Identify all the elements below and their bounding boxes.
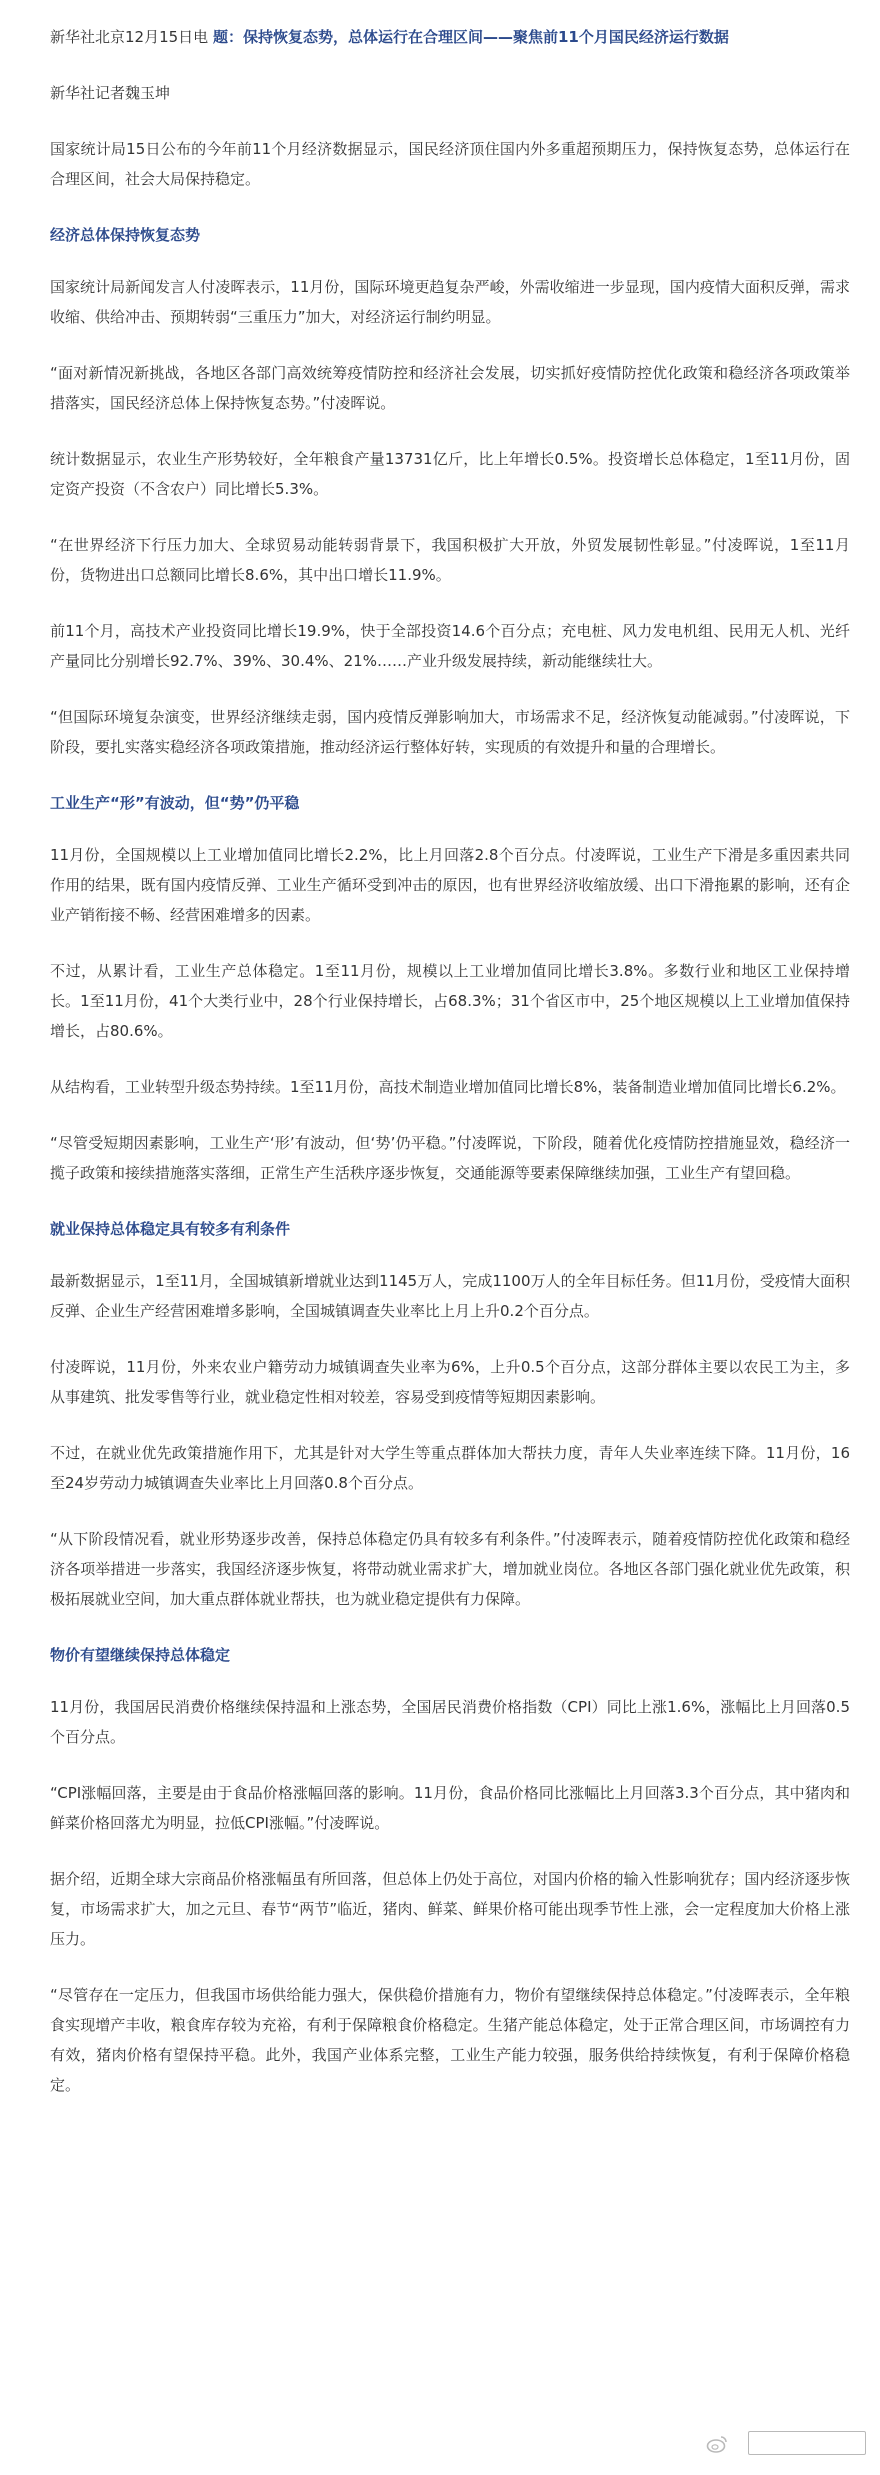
section-heading: 物价有望继续保持总体稳定 — [50, 1646, 231, 1664]
paragraph: 国家统计局15日公布的今年前11个月经济数据显示，国民经济顶住国内外多重超预期压力，保持恢复态势，总体运行在合理区间，社会大局保持稳定。 — [50, 140, 850, 188]
paragraph: 据介绍，近期全球大宗商品价格涨幅虽有所回落，但总体上仍处于高位，对国内价格的输入性影响犹存；国内经济逐步恢复，市场需求扩大，加之元旦、春节“两节”临近，猪肉、鲜菜、鲜果价格可能出现季节性上涨，会一定程度加大价格上涨压力。 — [50, 1870, 850, 1948]
watermark — [706, 2427, 866, 2461]
paragraph: 国家统计局新闻发言人付凌晖表示，11月份，国际环境更趋复杂严峻，外需收缩进一步显现，国内疫情大面积反弹，需求收缩、供给冲击、预期转弱“三重压力”加大，对经济运行制约明显。 — [50, 278, 850, 326]
section-heading: 就业保持总体稳定具有较多有利条件 — [50, 1220, 291, 1238]
article-title: 保持恢复态势，总体运行在合理区间——聚焦前11个月国民经济运行数据 — [242, 28, 729, 46]
article-body — [50, 22, 850, 2126]
paragraph: 11月份，全国规模以上工业增加值同比增长2.2%，比上月回落2.8个百分点。付凌晖说，工业生产下滑是多重因素共同作用的结果，既有国内疫情反弹、工业生产循环受到冲击的原因，也有世界经济收缩放缓、出口下滑拖累的影响，还有企业产销衔接不畅、经营困难增多的因素。 — [50, 846, 850, 924]
title-prefix: 题： — [212, 28, 243, 46]
paragraph: “尽管存在一定压力，但我国市场供给能力强大，保供稳价措施有力，物价有望继续保持总体稳定。”付凌晖表示，全年粮食实现增产丰收，粮食库存较为充裕，有利于保障粮食价格稳定。生猪产能总体稳定，处于正常合理区间，市场调控有力有效，猪肉价格有望保持平稳。此外，我国产业体系完整，工业生产能力较强，服务供给持续恢复，有利于保障价格稳定。 — [50, 1986, 850, 2094]
article-lead — [50, 22, 850, 52]
paragraph: “但国际环境复杂演变，世界经济继续走弱，国内疫情反弹影响加大，市场需求不足，经济恢复动能减弱。”付凌晖说，下阶段，要扎实落实稳经济各项政策措施，推动经济运行整体好转，实现质的有效提升和量的合理增长。 — [50, 708, 850, 756]
paragraph: “从下阶段情况看，就业形势逐步改善，保持总体稳定仍具有较多有利条件。”付凌晖表示，随着疫情防控优化政策和稳经济各项举措进一步落实，我国经济逐步恢复，将带动就业需求扩大，增加就业岗位。各地区各部门强化就业优先政策，积极拓展就业空间，加大重点群体就业帮扶，也为就业稳定提供有力保障。 — [50, 1530, 850, 1608]
section-heading: 工业生产“形”有波动，但“势”仍平稳 — [50, 794, 300, 812]
paragraph: 不过，在就业优先政策措施作用下，尤其是针对大学生等重点群体加大帮扶力度，青年人失业率连续下降。11月份，16至24岁劳动力城镇调查失业率比上月回落0.8个百分点。 — [50, 1444, 850, 1492]
paragraph: “尽管受短期因素影响，工业生产‘形’有波动，但‘势’仍平稳。”付凌晖说，下阶段，随着优化疫情防控措施显效，稳经济一揽子政策和接续措施落实落细，正常生产生活秩序逐步恢复，交通能源等要素保障继续加强，工业生产有望回稳。 — [50, 1134, 850, 1182]
paragraph: 不过，从累计看，工业生产总体稳定。1至11月份，规模以上工业增加值同比增长3.8%。多数行业和地区工业保持增长。1至11月份，41个大类行业中，28个行业保持增长，占68.3%；31个省区市中，25个地区规模以上工业增加值保持增长，占80.6%。 — [50, 962, 850, 1040]
paragraph: “在世界经济下行压力加大、全球贸易动能转弱背景下，我国积极扩大开放，外贸发展韧性彰显。”付凌晖说，1至11月份，货物进出口总额同比增长8.6%，其中出口增长11.9%。 — [50, 536, 850, 584]
paragraph: 最新数据显示，1至11月，全国城镇新增就业达到1145万人，完成1100万人的全年目标任务。但11月份，受疫情大面积反弹、企业生产经营困难增多影响，全国城镇调查失业率比上月上升0.2个百分点。 — [50, 1272, 850, 1320]
dateline: 新华社北京12月15日电 — [50, 28, 209, 46]
weibo-logo-icon — [706, 2434, 728, 2454]
watermark-box — [748, 2431, 866, 2455]
paragraph: 从结构看，工业转型升级态势持续。1至11月份，高技术制造业增加值同比增长8%，装备制造业增加值同比增长6.2%。 — [50, 1078, 846, 1096]
paragraph: 付凌晖说，11月份，外来农业户籍劳动力城镇调查失业率为6%，上升0.5个百分点，这部分群体主要以农民工为主，多从事建筑、批发零售等行业，就业稳定性相对较差，容易受到疫情等短期因素影响。 — [50, 1358, 850, 1406]
section-heading: 经济总体保持恢复态势 — [50, 226, 201, 244]
paragraph: 11月份，我国居民消费价格继续保持温和上涨态势，全国居民消费价格指数（CPI）同比上涨1.6%，涨幅比上月回落0.5个百分点。 — [50, 1698, 850, 1746]
paragraph: 统计数据显示，农业生产形势较好，全年粮食产量13731亿斤，比上年增长0.5%。投资增长总体稳定，1至11月份，固定资产投资（不含农户）同比增长5.3%。 — [50, 450, 850, 498]
paragraph: “面对新情况新挑战，各地区各部门高效统筹疫情防控和经济社会发展，切实抓好疫情防控优化政策和稳经济各项政策举措落实，国民经济总体上保持恢复态势。”付凌晖说。 — [50, 364, 850, 412]
article-content — [50, 134, 850, 2100]
paragraph: “CPI涨幅回落，主要是由于食品价格涨幅回落的影响。11月份，食品价格同比涨幅比上月回落3.3个百分点，其中猪肉和鲜菜价格回落尤为明显，拉低CPI涨幅。”付凌晖说。 — [50, 1784, 850, 1832]
byline: 新华社记者魏玉坤 — [50, 84, 171, 102]
paragraph: 前11个月，高技术产业投资同比增长19.9%，快于全部投资14.6个百分点；充电桩、风力发电机组、民用无人机、光纤产量同比分别增长92.7%、39%、30.4%、21%……产业升级发展持续，新动能继续壮大。 — [50, 622, 850, 670]
